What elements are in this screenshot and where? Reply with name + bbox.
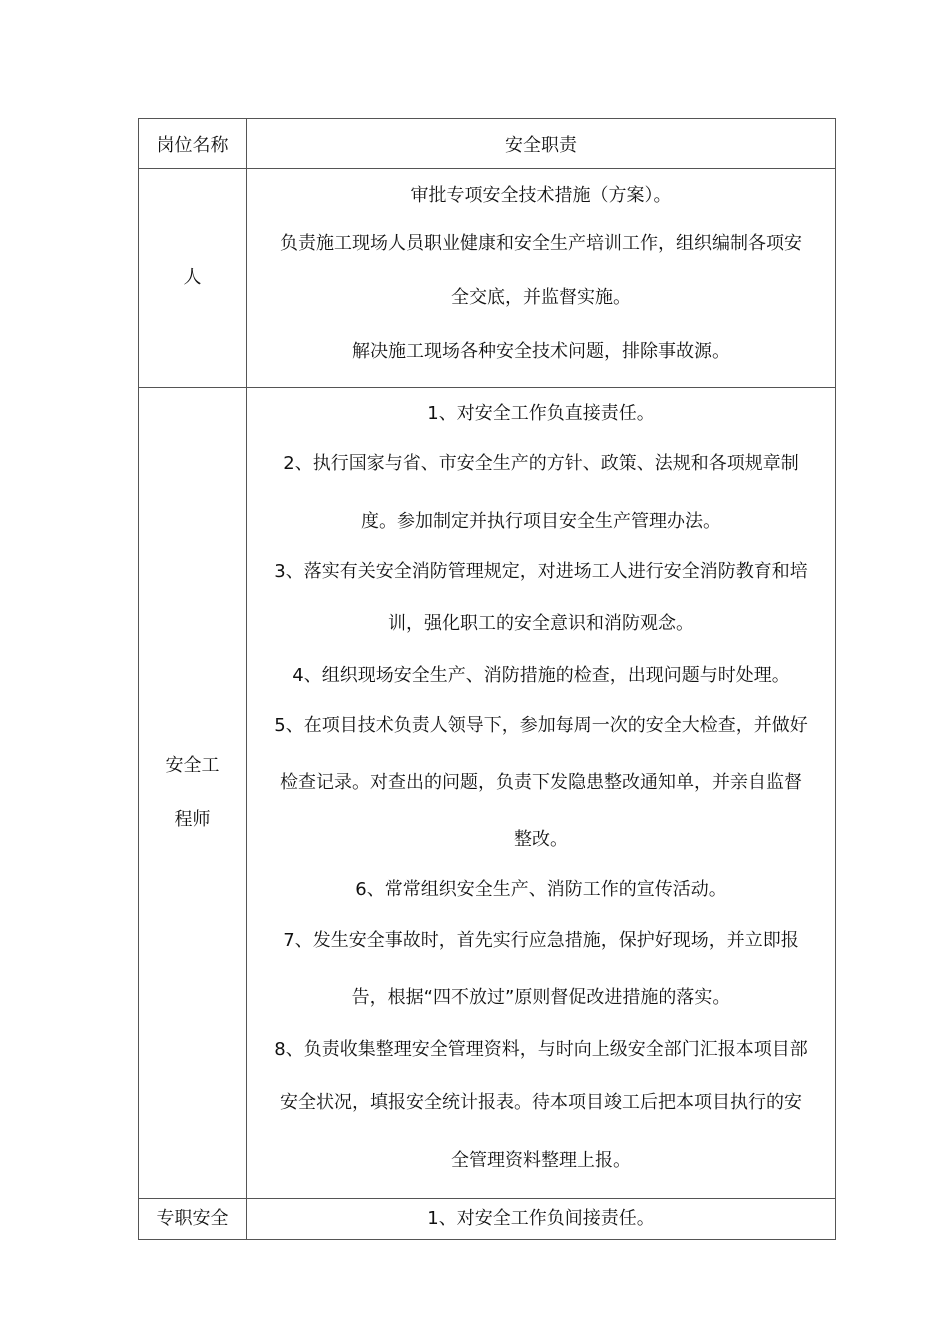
duty-line: 1、对安全工作负直接责任。 [427, 403, 655, 424]
role-cell [139, 1199, 247, 1240]
role-line: 程师 [174, 809, 211, 830]
duty-line: 1、对安全工作负间接责任。 [427, 1208, 655, 1229]
duty-table [138, 118, 836, 1240]
duty-line: 2、执行国家与省、市安全生产的方针、政策、法规和各项规章制 [283, 453, 799, 474]
duty-line: 告，根据“四不放过”原则督促改进措施的落实。 [351, 987, 731, 1008]
duty-line: 5、在项目技术负责人领导下，参加每周一次的安全大检查，并做好 [274, 715, 808, 736]
table-header-row [139, 119, 836, 169]
role-line: 专职安全 [156, 1208, 229, 1229]
role-cell [139, 169, 247, 388]
table-row [139, 388, 836, 1199]
duty-line: 4、组织现场安全生产、消防措施的检查，出现问题与时处理。 [292, 665, 790, 686]
duty-line: 安全状况，填报安全统计报表。待本项目竣工后把本项目执行的安 [280, 1092, 802, 1113]
duty-cell [247, 169, 836, 388]
duty-line: 审批专项安全技术措施（方案）。 [410, 185, 672, 206]
duty-line: 全交底，并监督实施。 [451, 287, 631, 308]
duty-line: 6、常常组织安全生产、消防工作的宣传活动。 [355, 879, 727, 900]
duty-line: 全管理资料整理上报。 [451, 1150, 631, 1171]
role-line: 安全工 [165, 755, 220, 776]
duty-line: 8、负责收集整理安全管理资料，与时向上级安全部门汇报本项目部 [274, 1039, 808, 1060]
table-row [139, 169, 836, 388]
duty-line: 检查记录。对查出的问题，负责下发隐患整改通知单，并亲自监督 [280, 772, 802, 793]
duty-line: 7、发生安全事故时，首先实行应急措施，保护好现场，并立即报 [283, 930, 799, 951]
duty-cell [247, 1199, 836, 1240]
duty-line: 解决施工现场各种安全技术问题，排除事故源。 [352, 341, 730, 362]
header-role: 岗位名称 [139, 119, 247, 169]
duty-line: 负责施工现场人员职业健康和安全生产培训工作，组织编制各项安 [280, 233, 802, 254]
duty-line: 3、落实有关安全消防管理规定，对进场工人进行安全消防教育和培 [274, 561, 808, 582]
role-cell [139, 388, 247, 1199]
duty-line: 训，强化职工的安全意识和消防观念。 [388, 613, 694, 634]
table-row [139, 1199, 836, 1240]
duty-cell [247, 388, 836, 1199]
header-duty: 安全职责 [247, 119, 836, 169]
role-line: 人 [183, 267, 202, 288]
duty-line: 整改。 [514, 829, 568, 850]
duty-line: 度。参加制定并执行项目安全生产管理办法。 [361, 511, 721, 532]
